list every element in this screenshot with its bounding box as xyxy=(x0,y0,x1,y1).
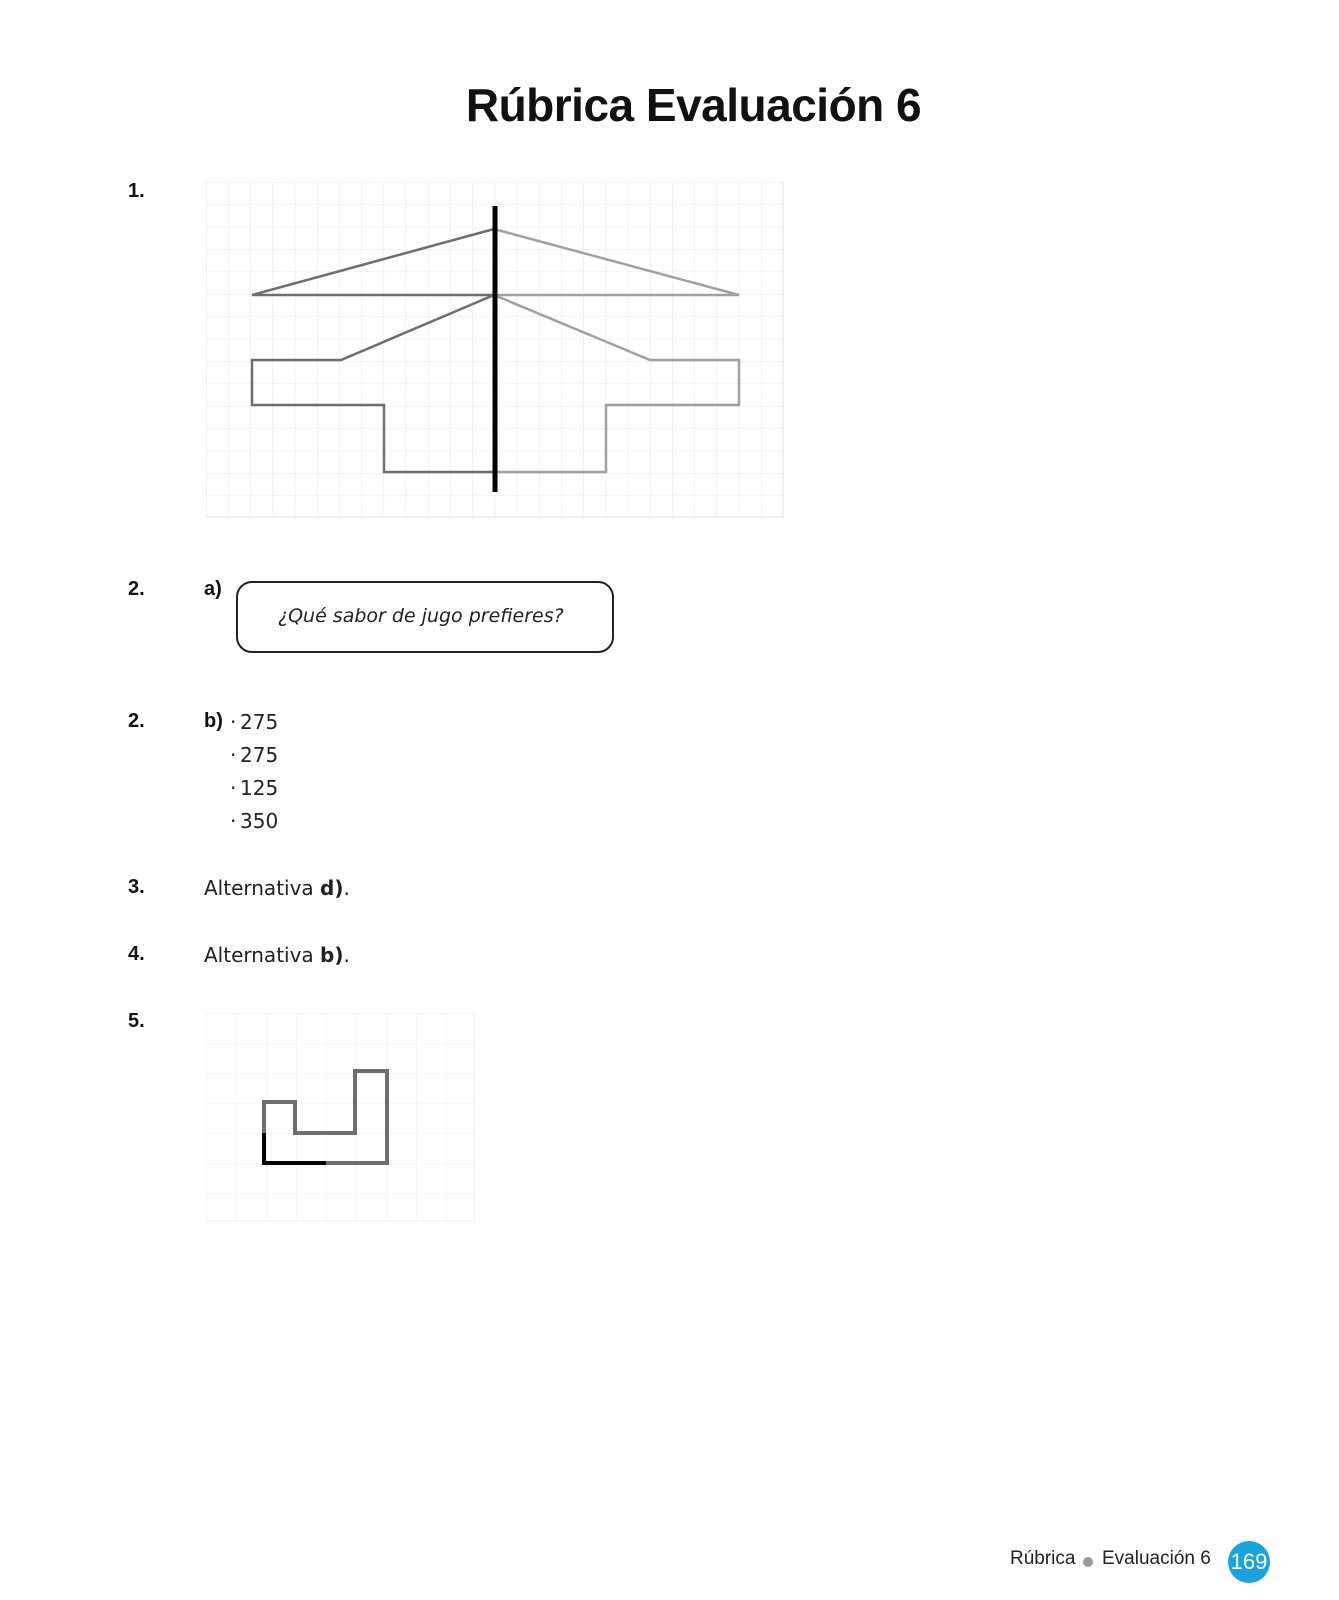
answer-3-suffix: . xyxy=(343,876,350,900)
answer-3 xyxy=(204,876,350,900)
item-number-1: 1. xyxy=(128,180,145,202)
page-title: Rúbrica Evaluación 6 xyxy=(465,79,922,131)
list-item-value: 275 xyxy=(240,710,279,734)
answer-4-suffix: . xyxy=(343,943,350,967)
label-b: b) xyxy=(204,710,223,732)
question-text: ¿Qué sabor de jugo prefieres? xyxy=(278,605,564,627)
item-number-5: 5. xyxy=(128,1010,145,1032)
list-item-value: 275 xyxy=(240,743,279,767)
footer-section: Rúbrica xyxy=(1010,1548,1076,1569)
list-item: · 275 xyxy=(230,743,279,767)
answer-4 xyxy=(204,943,350,967)
item-number-2b: 2. xyxy=(128,710,145,732)
answer-3-prefix: Alternativa xyxy=(204,876,314,900)
item-number-2a: 2. xyxy=(128,578,145,600)
list-item-value: 125 xyxy=(240,776,279,800)
label-a: a) xyxy=(204,578,222,600)
list-item-value: 350 xyxy=(240,809,279,833)
path-grid-figure xyxy=(206,1013,476,1223)
question-box xyxy=(236,581,614,653)
list-item: · 275 xyxy=(230,710,279,734)
answer-3-option: d) xyxy=(320,876,344,900)
list-item: · 125 xyxy=(230,776,279,800)
item-number-3: 3. xyxy=(128,876,145,898)
answer-4-option: b) xyxy=(320,943,344,967)
symmetry-grid-figure xyxy=(206,182,784,518)
answer-list xyxy=(230,706,278,838)
grid-background xyxy=(206,1013,474,1221)
page-number-badge: 169 xyxy=(1228,1541,1270,1583)
answer-4-prefix: Alternativa xyxy=(204,943,314,967)
item-number-4: 4. xyxy=(128,943,145,965)
footer-separator-dot xyxy=(1083,1557,1093,1567)
list-item: · 350 xyxy=(230,809,279,833)
footer-subsection: Evaluación 6 xyxy=(1102,1548,1211,1569)
